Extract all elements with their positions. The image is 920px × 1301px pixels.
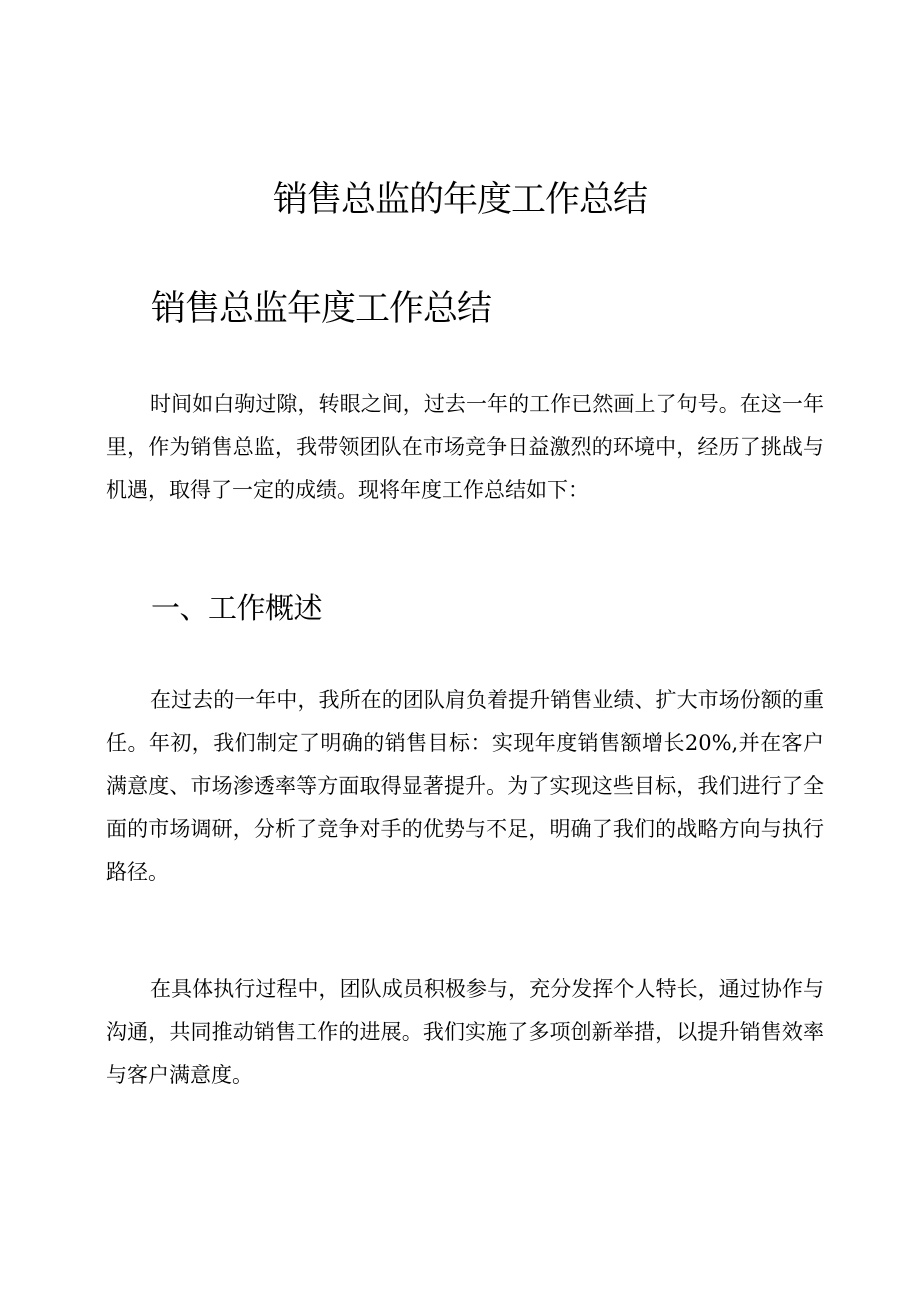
section-heading: 一、工作概述 xyxy=(151,591,323,625)
document-title: 销售总监的年度工作总结 xyxy=(272,180,647,220)
body-paragraph: 在具体执行过程中，团队成员积极参与，充分发挥个人特长，通过协作与沟通，共同推动销售工作的进展。我们实施了多项创新举措，以提升销售效率与客户满意度。 xyxy=(106,977,824,1087)
body-paragraph: 在过去的一年中，我所在的团队肩负着提升销售业绩、扩大市场份额的重任。年初，我们制定了明确的销售目标：实现年度销售额增长20%,并在客户满意度、市场渗透率等方面取得显著提升。为了实现这些目标，我们进行了全面的市场调研，分析了竞争对手的优势与不足，明确了我们的战略方向与执行路径。 xyxy=(106,688,824,884)
intro-paragraph: 时间如白驹过隙，转眼之间，过去一年的工作已然画上了句号。在这一年里，作为销售总监，我带领团队在市场竞争日益激烈的环境中，经历了挑战与机遇，取得了一定的成绩。现将年度工作总结如下： xyxy=(106,392,824,502)
document-subtitle: 销售总监年度工作总结 xyxy=(151,289,492,329)
